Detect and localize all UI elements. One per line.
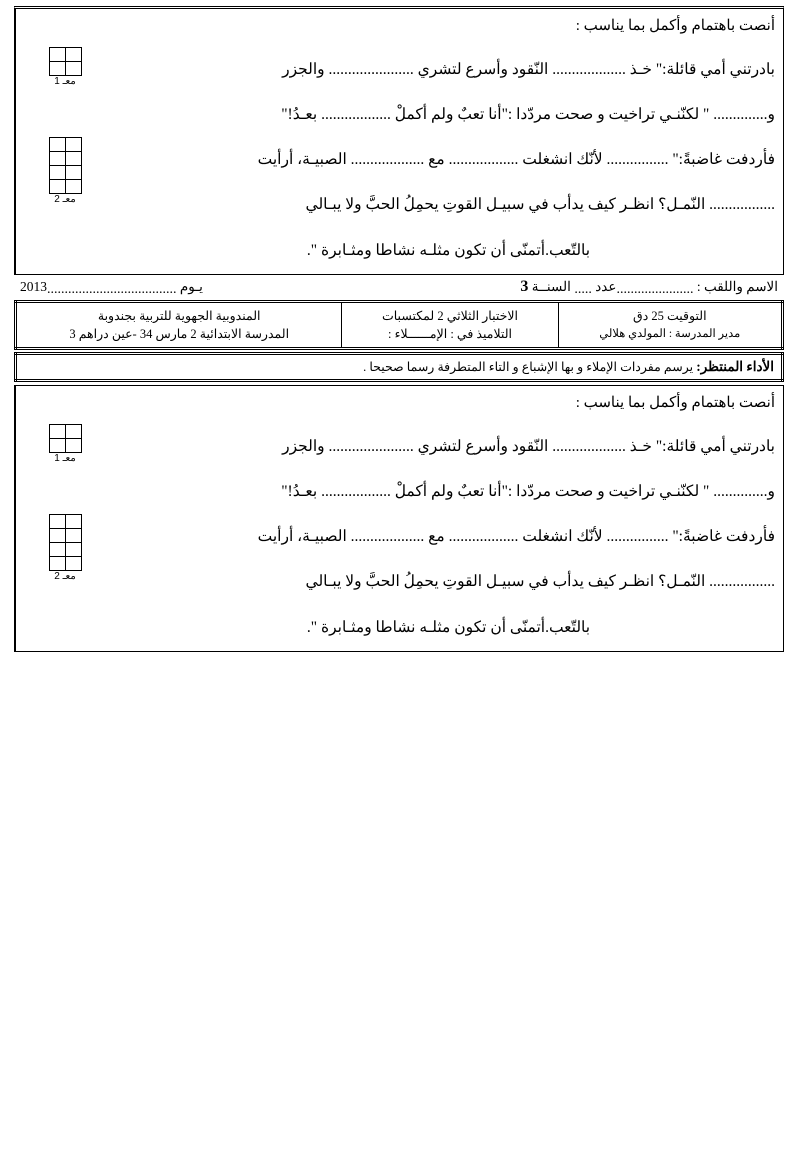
name-label: الاسم واللقب : — [693, 278, 778, 294]
school-line: المدرسة الابتدائية 2 مارس 34 -عين دراهم 3 — [69, 326, 290, 341]
grid-row — [49, 425, 81, 439]
header-cell-school — [16, 301, 342, 348]
date-year: 2013 — [20, 278, 47, 294]
criteria-grid-2 — [16, 137, 114, 205]
exam-line-3: فأردفت غاضبةً:" ................ لأنّك انشغلت .................. مع ................... الصبيـة، أرأيت — [257, 151, 775, 168]
performance-label: الأداء المنتظر: — [696, 359, 774, 374]
identity-date-group — [20, 279, 203, 296]
grid-cell[interactable] — [65, 515, 81, 529]
grid-cell[interactable] — [49, 138, 65, 152]
grid-cell[interactable] — [65, 152, 81, 166]
grid-cell[interactable] — [49, 62, 65, 76]
grid-cell[interactable] — [65, 557, 81, 571]
grid-row — [49, 557, 81, 571]
day-label: يـوم — [176, 278, 203, 294]
grid-row — [49, 529, 81, 543]
grid-cell[interactable] — [65, 62, 81, 76]
exam-line-5: بالتّعب.أتمنّى أن تكون مثلـه نشاطا ومثـابرة ". — [306, 241, 591, 259]
performance-row — [16, 354, 783, 381]
grid-cell[interactable] — [65, 138, 81, 152]
grid-cell[interactable] — [49, 543, 65, 557]
name-dots[interactable]: ...................... — [616, 281, 694, 297]
grid-row — [49, 515, 81, 529]
principal-line: مدير المدرسة : المولدي هلالي — [599, 327, 741, 340]
criteria-grid-2 — [16, 514, 114, 582]
exam-line-4: ................. النّمـل؟ انظـر كيف يدأب في سبيـل القوتِ يحمِلُ الحبَّ ولا يبـالي — [305, 196, 775, 214]
grid-cell[interactable] — [65, 180, 81, 194]
criteria-grid-1 — [16, 47, 114, 87]
grid-cell[interactable] — [49, 180, 65, 194]
exam-subject-line: التلاميذ في : الإمــــــلاء : — [387, 326, 512, 341]
grid-row — [49, 180, 81, 194]
exam-line-2: و.............. " لكنّنـي تراخيت و صحت مردّدا :"أنا تعبٌ ولم أكملْ .................. بعـدُ!" — [281, 105, 775, 123]
exam-line-1: بادرتني أمي قائلة:" خـذ ................... النّقود وأسرع لتشري ...................... والجزر — [282, 60, 775, 78]
exam-instruction: أنصت باهتمام وأكمل بما يناسب : — [575, 395, 775, 411]
grid-cell[interactable] — [49, 166, 65, 180]
number-label: عدد — [591, 278, 617, 294]
exam-line-4: ................. النّمـل؟ انظـر كيف يدأب في سبيـل القوتِ يحمِلُ الحبَّ ولا يبـالي — [305, 573, 775, 591]
performance-text: يرسم مفردات الإملاء و بها الإشباع و التاء المتطرفة رسما صحيحا . — [363, 360, 697, 374]
grid-cell[interactable] — [65, 48, 81, 62]
number-dots[interactable]: ..... — [570, 281, 592, 297]
year-value: 3 — [520, 277, 529, 295]
grid-row — [49, 138, 81, 152]
grid-cell[interactable] — [65, 166, 81, 180]
criteria-grid-2-label: معـ 2 — [54, 571, 76, 582]
criteria-grid-1-label: معـ 1 — [54, 76, 76, 87]
grid-cell[interactable] — [49, 48, 65, 62]
criteria-grid-2-table[interactable] — [49, 514, 82, 571]
criteria-grid-2-table[interactable] — [49, 137, 82, 194]
criteria-grid-column-top — [15, 9, 114, 274]
exam-line-5: بالتّعب.أتمنّى أن تكون مثلـه نشاطا ومثـابرة ". — [306, 618, 591, 636]
grid-cell[interactable] — [49, 529, 65, 543]
criteria-grid-1-label: معـ 1 — [54, 453, 76, 464]
exam-block-bottom — [14, 385, 784, 652]
criteria-grid-2-label: معـ 2 — [54, 194, 76, 205]
identity-name-group — [520, 278, 778, 296]
grid-cell[interactable] — [49, 425, 65, 439]
delegation-line: المندوبية الجهوية للتربية بجندوبة — [97, 308, 261, 323]
expected-performance-table — [14, 352, 784, 382]
performance-cell — [16, 354, 783, 381]
grid-cell[interactable] — [65, 425, 81, 439]
exam-text-area-bottom — [114, 386, 783, 651]
criteria-grid-1-table[interactable] — [49, 424, 82, 453]
grid-row — [49, 439, 81, 453]
grid-cell[interactable] — [65, 529, 81, 543]
grid-cell[interactable] — [49, 152, 65, 166]
exam-text-area-top — [114, 9, 783, 274]
day-dots[interactable]: ..................................... — [47, 281, 177, 297]
header-cell-time — [558, 301, 782, 348]
exam-line-3: فأردفت غاضبةً:" ................ لأنّك انشغلت .................. مع ................... الصبيـة، أرأيت — [257, 528, 775, 545]
grid-cell[interactable] — [65, 439, 81, 453]
header-info-table — [14, 300, 784, 350]
exam-line-2: و.............. " لكنّنـي تراخيت و صحت مردّدا :"أنا تعبٌ ولم أكملْ .................. بعـدُ!" — [281, 482, 775, 500]
exam-instruction: أنصت باهتمام وأكمل بما يناسب : — [575, 18, 775, 34]
grid-cell[interactable] — [49, 557, 65, 571]
time-line: التوقيت 25 دق — [633, 309, 707, 324]
grid-row — [49, 62, 81, 76]
grid-cell[interactable] — [49, 515, 65, 529]
header-cell-exam — [342, 301, 558, 348]
exam-block-top — [14, 6, 784, 275]
grid-row — [49, 166, 81, 180]
identity-row — [14, 275, 784, 300]
grid-row — [49, 152, 81, 166]
criteria-grid-1-table[interactable] — [49, 47, 82, 76]
exam-title-line: الاختبار الثلاثي 2 لمكتسبات — [381, 308, 518, 323]
grid-row — [49, 543, 81, 557]
criteria-grid-column-bottom — [15, 386, 114, 651]
year-label: السنــة — [528, 278, 571, 294]
grid-row — [49, 48, 81, 62]
exam-line-1: بادرتني أمي قائلة:" خـذ ................... النّقود وأسرع لتشري ...................... والجزر — [282, 437, 775, 455]
grid-cell[interactable] — [65, 543, 81, 557]
grid-cell[interactable] — [49, 439, 65, 453]
criteria-grid-1 — [16, 424, 114, 464]
header-info-row — [16, 301, 783, 348]
